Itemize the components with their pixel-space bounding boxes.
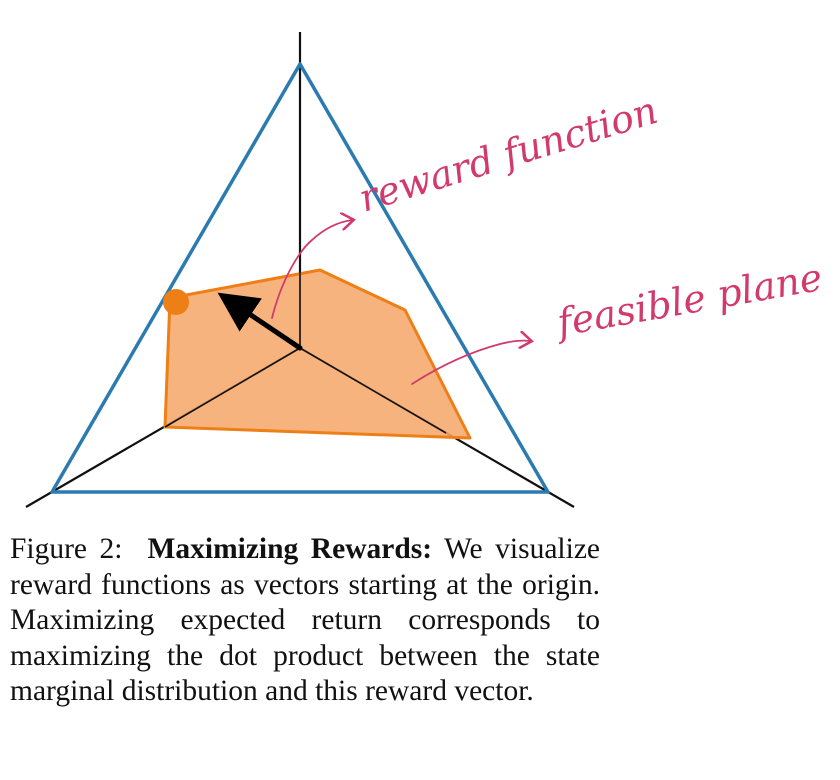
caption-body: We visualize reward functions as vectors starting at the origin. Maximizing expected return corresponds to maximizing the dot product between the state marginal distribution and this reward vector. — [10, 533, 601, 707]
annotation-reward-function: reward function — [353, 88, 663, 221]
caption-title: Maximizing Rewards: — [147, 533, 433, 565]
feasible-region — [165, 270, 470, 438]
annotation-feasible-plane: feasible plane — [553, 254, 826, 345]
caption-label: Figure 2: — [10, 533, 123, 565]
optimum-point — [163, 289, 189, 315]
figure-caption — [10, 532, 600, 710]
